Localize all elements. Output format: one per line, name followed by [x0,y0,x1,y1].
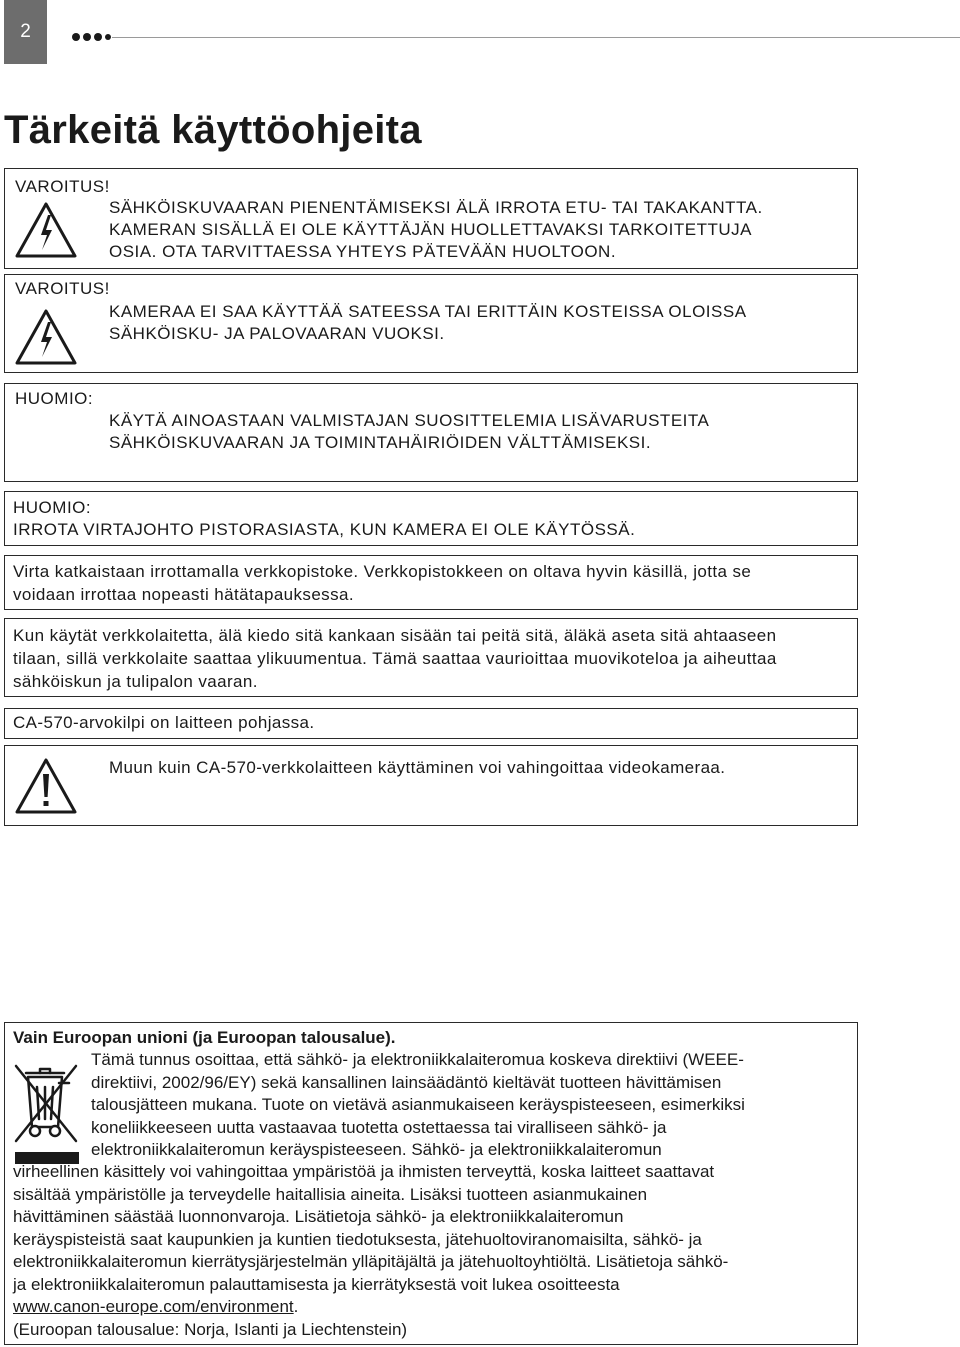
warning-box-disassembly [4,168,858,269]
warning-label: VAROITUS! [15,177,110,196]
caution-box-unplug [4,491,858,546]
info-box-rating-plate [4,708,858,739]
exclamation-warning-icon [14,757,78,815]
caution-box-accessories [4,383,858,482]
weee-text-line: koneliikkeeseen uutta vastaavaa tuotetta ostettaessa tai viralliseen sähkö- ja [91,1118,667,1137]
info-text-line: CA-570-arvokilpi on laitteen pohjassa. [13,713,315,732]
page-number: 2 [20,21,31,42]
info-text-line: voidaan irrottaa nopeasti hätätapauksessa. [13,585,354,604]
info-text-line: Kun käytät verkkolaitetta, älä kiedo sitä kankaan sisään tai peitä sitä, äläkä aseta sitä ahtaaseen [13,626,777,645]
page-number-tab [4,0,47,64]
note-box-adapter-damage [4,745,858,826]
warning-text-line: OSIA. OTA TARVITTAESSA YHTEYS PÄTEVÄÄN HUOLTOON. [109,242,617,261]
weee-text-line: direktiivi, 2002/96/EY) sekä kansallinen lainsäädäntö kieltävät tuotteen hävittämisen [91,1073,722,1092]
header-rule [112,37,960,38]
warning-text-line: KAMERAA EI SAA KÄYTTÄÄ SATEESSA TAI ERITTÄIN KOSTEISSA OLOISSA [109,302,747,321]
note-text-line: Muun kuin CA-570-verkkolaitteen käyttäminen voi vahingoittaa videokameraa. [109,758,726,777]
weee-text-line: ja elektroniikkalaiteromun palauttamisesta ja kierrätyksestä voit lukea osoitteesta [13,1275,620,1294]
warning-text-line: KAMERAN SISÄLLÄ EI OLE KÄYTTÄJÄN HUOLLETTAVAKSI TARKOITETTUJA [109,220,752,239]
weee-heading: Vain Euroopan unioni (ja Euroopan talousalue). [13,1028,396,1047]
environment-link[interactable]: www.canon-europe.com/environment [13,1297,294,1316]
page-title: Tärkeitä käyttöohjeita [4,108,422,152]
weee-text-line: Tämä tunnus osoittaa, että sähkö- ja elektroniikkalaiteromua koskeva direktiivi (WEEE- [91,1050,744,1069]
caution-text-line: KÄYTÄ AINOASTAAN VALMISTAJAN SUOSITTELEMIA LISÄVARUSTEITA [109,411,710,430]
warning-text-line: SÄHKÖISKU- JA PALOVAARAN VUOKSI. [109,324,445,343]
info-text-line: Virta katkaistaan irrottamalla verkkopistoke. Verkkopistokkeen on oltava hyvin käsillä, jotta se [13,562,752,581]
warning-label: VAROITUS! [15,279,110,298]
caution-label: HUOMIO: [13,498,92,517]
info-box-adapter [4,618,858,697]
weee-text-line: talousjätteen mukana. Tuote on vietävä asianmukaiseen keräyspisteeseen, esimerkiksi [91,1095,745,1114]
weee-text-line: hävittäminen säästää luonnonvaroja. Lisätietoja sähkö- ja elektroniikkalaiteromun [13,1207,624,1226]
caution-text-line: SÄHKÖISKUVAARAN JA TOIMINTAHÄIRIÖIDEN VÄLTTÄMISEKSI. [109,433,652,452]
weee-link-line [13,1296,298,1319]
caution-text-line: IRROTA VIRTAJOHTO PISTORASIASTA, KUN KAMERA EI OLE KÄYTÖSSÄ. [13,520,636,539]
weee-text-line: elektroniikkalaiteromun keräyspisteeseen. Sähkö- ja elektroniikkalaiteromun [91,1140,662,1159]
electric-shock-warning-icon [14,308,78,366]
weee-box [4,1022,858,1345]
weee-text-line: keräyspisteistä saat kaupunkien ja kuntien tiedotuksesta, jätehuoltoviranomaisilta, sähkö- ja [13,1230,702,1249]
weee-text-line: sisältää ympäristölle ja terveydelle haitallisia aineita. Lisäksi tuotteen asianmukainen [13,1185,648,1204]
link-suffix: . [293,1297,299,1316]
weee-text-line: virheellinen käsittely voi vahingoittaa ympäristöä ja ihmisten terveyttä, koska laitteet saattavat [13,1162,715,1181]
info-box-plug [4,555,858,610]
caution-label: HUOMIO: [15,389,94,408]
electric-shock-warning-icon [14,201,78,259]
header-dots [72,33,111,41]
warning-box-moisture [4,274,858,373]
warning-text-line: SÄHKÖISKUVAARAN PIENENTÄMISEKSI ÄLÄ IRROTA ETU- TAI TAKAKANTTA. [109,198,763,217]
crossed-out-wheelie-bin-icon [13,1061,83,1165]
weee-text-line: elektroniikkalaiteromun kierrätysjärjestelmän ylläpitäjältä ja jätehuoltoyhtiöltä. Lisätietoja sähkö- [13,1252,729,1271]
info-text-line: tilaan, sillä verkkolaite saattaa ylikuumentua. Tämä saattaa vaurioittaa muovikoteloa ja aiheuttaa [13,649,777,668]
weee-footer: (Euroopan talousalue: Norja, Islanti ja Liechtenstein) [13,1320,408,1339]
info-text-line: sähköiskun ja tulipalon vaaran. [13,672,258,691]
